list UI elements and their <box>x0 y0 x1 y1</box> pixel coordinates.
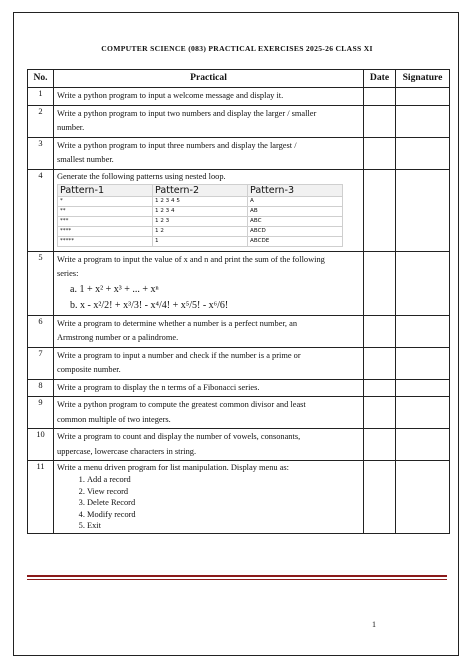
pattern-row <box>58 216 343 226</box>
series-formula-a: a. 1 + x² + x³ + ... + xⁿ <box>70 283 159 295</box>
practical-text: Write a python program to input a welcome message and display it. <box>57 91 284 100</box>
practical-text: Write a menu driven program for list manipulation. Display menu as: <box>57 463 290 472</box>
pattern-cell: *** <box>58 216 153 226</box>
practical-text: number. <box>57 123 85 132</box>
row-number: 4 <box>28 169 54 251</box>
table-row <box>28 379 450 397</box>
practical-text: series: <box>57 269 79 278</box>
practical-text: common multiple of two integers. <box>57 414 171 424</box>
series-formula-b: b. x - x²/2! + x³/3! - x⁴/4! + x⁵/5! - x⁶/6! <box>70 299 229 311</box>
practical-text: Write a program to count and display the number of vowels, consonants, <box>57 432 301 441</box>
table-row <box>28 251 450 315</box>
practical-cell <box>54 429 364 461</box>
practical-cell <box>54 105 364 137</box>
table-header-row <box>28 70 450 88</box>
table-row <box>28 105 450 137</box>
signature-cell <box>396 88 450 106</box>
pattern-header-row <box>58 184 343 196</box>
date-cell <box>364 397 396 429</box>
date-cell <box>364 379 396 397</box>
pattern-cell: 1 2 3 4 5 <box>153 196 248 206</box>
row-number: 7 <box>28 347 54 379</box>
table-row <box>28 397 450 429</box>
practical-text: Write a program to determine whether a number is a perfect number, an <box>57 318 298 328</box>
pattern-cell: ***** <box>58 236 153 246</box>
pattern-cell: ABCD <box>248 226 343 236</box>
page-title: COMPUTER SCIENCE (083) PRACTICAL EXERCISES 2025-26 CLASS XI <box>101 44 373 53</box>
menu-item: 1. Add a record <box>87 474 360 486</box>
row-number: 5 <box>28 251 54 315</box>
practical-text: Generate the following patterns using nested loop. <box>57 171 226 181</box>
row-number: 11 <box>28 461 54 534</box>
signature-cell <box>396 251 450 315</box>
pattern-cell: ABCDE <box>248 236 343 246</box>
signature-cell <box>396 105 450 137</box>
practical-cell <box>54 169 364 251</box>
row-number: 2 <box>28 105 54 137</box>
practical-text: uppercase, lowercase characters in string. <box>57 446 197 456</box>
date-cell <box>364 461 396 534</box>
pattern-cell: 1 <box>153 236 248 246</box>
pattern-cell: AB <box>248 206 343 216</box>
practical-text: smallest number. <box>57 155 114 164</box>
practical-text: Write a python program to compute the greatest common divisor and least <box>57 400 306 409</box>
table-row <box>28 169 450 251</box>
header-no: No. <box>28 70 54 88</box>
table-row <box>28 88 450 106</box>
pattern-header: Pattern-2 <box>153 184 248 196</box>
table-row <box>28 429 450 461</box>
pattern-row <box>58 226 343 236</box>
pattern-table <box>57 184 343 247</box>
page-number: 1 <box>372 620 376 629</box>
menu-item: 4. Modify record <box>87 509 360 521</box>
practical-text: Write a python program to input two numbers and display the larger / smaller <box>57 108 317 118</box>
menu-item: 3. Delete Record <box>87 497 360 509</box>
date-cell <box>364 315 396 347</box>
practical-cell <box>54 347 364 379</box>
row-number: 3 <box>28 137 54 169</box>
header-date: Date <box>364 70 396 88</box>
menu-item: 2. View record <box>87 486 360 498</box>
practical-cell <box>54 137 364 169</box>
pattern-header: Pattern-1 <box>58 184 153 196</box>
menu-list <box>57 474 360 532</box>
date-cell <box>364 88 396 106</box>
practical-text: Write a program to input a number and check if the number is a prime or <box>57 350 301 360</box>
row-number: 8 <box>28 379 54 397</box>
table-row <box>28 461 450 534</box>
pattern-header: Pattern-3 <box>248 184 343 196</box>
signature-cell <box>396 347 450 379</box>
pattern-cell: ** <box>58 206 153 216</box>
pattern-row <box>58 236 343 246</box>
signature-cell <box>396 429 450 461</box>
menu-item: 5. Exit <box>87 520 360 532</box>
footer-rule <box>27 575 447 577</box>
signature-cell <box>396 315 450 347</box>
date-cell <box>364 347 396 379</box>
date-cell <box>364 251 396 315</box>
row-number: 10 <box>28 429 54 461</box>
pattern-cell: 1 2 3 4 <box>153 206 248 216</box>
header-signature: Signature <box>396 70 450 88</box>
signature-cell <box>396 137 450 169</box>
date-cell <box>364 137 396 169</box>
table-row <box>28 137 450 169</box>
row-number: 1 <box>28 88 54 106</box>
pattern-cell: 1 2 3 <box>153 216 248 226</box>
date-cell <box>364 105 396 137</box>
pattern-row <box>58 196 343 206</box>
footer-rule-thin <box>27 579 447 580</box>
practical-text: Write a program to input the value of x and n and print the sum of the following <box>57 254 325 264</box>
practical-cell <box>54 379 364 397</box>
pattern-cell: ABC <box>248 216 343 226</box>
practical-text: Write a python program to input three numbers and display the largest / <box>57 140 297 150</box>
practical-cell <box>54 397 364 429</box>
header-practical: Practical <box>54 70 364 88</box>
practical-cell <box>54 88 364 106</box>
signature-cell <box>396 169 450 251</box>
date-cell <box>364 169 396 251</box>
pattern-row <box>58 206 343 216</box>
practical-table <box>27 69 450 534</box>
row-number: 6 <box>28 315 54 347</box>
table-row <box>28 347 450 379</box>
practical-cell <box>54 315 364 347</box>
pattern-cell: **** <box>58 226 153 236</box>
practical-text: composite number. <box>57 365 121 374</box>
practical-cell <box>54 461 364 534</box>
pattern-cell: 1 2 <box>153 226 248 236</box>
pattern-cell: * <box>58 196 153 206</box>
practical-text: Armstrong number or a palindrome. <box>57 333 179 342</box>
date-cell <box>364 429 396 461</box>
table-row <box>28 315 450 347</box>
row-number: 9 <box>28 397 54 429</box>
signature-cell <box>396 379 450 397</box>
signature-cell <box>396 397 450 429</box>
signature-cell <box>396 461 450 534</box>
pattern-cell: A <box>248 196 343 206</box>
practical-cell <box>54 251 364 315</box>
practical-text: Write a program to display the n terms of a Fibonacci series. <box>57 382 260 392</box>
